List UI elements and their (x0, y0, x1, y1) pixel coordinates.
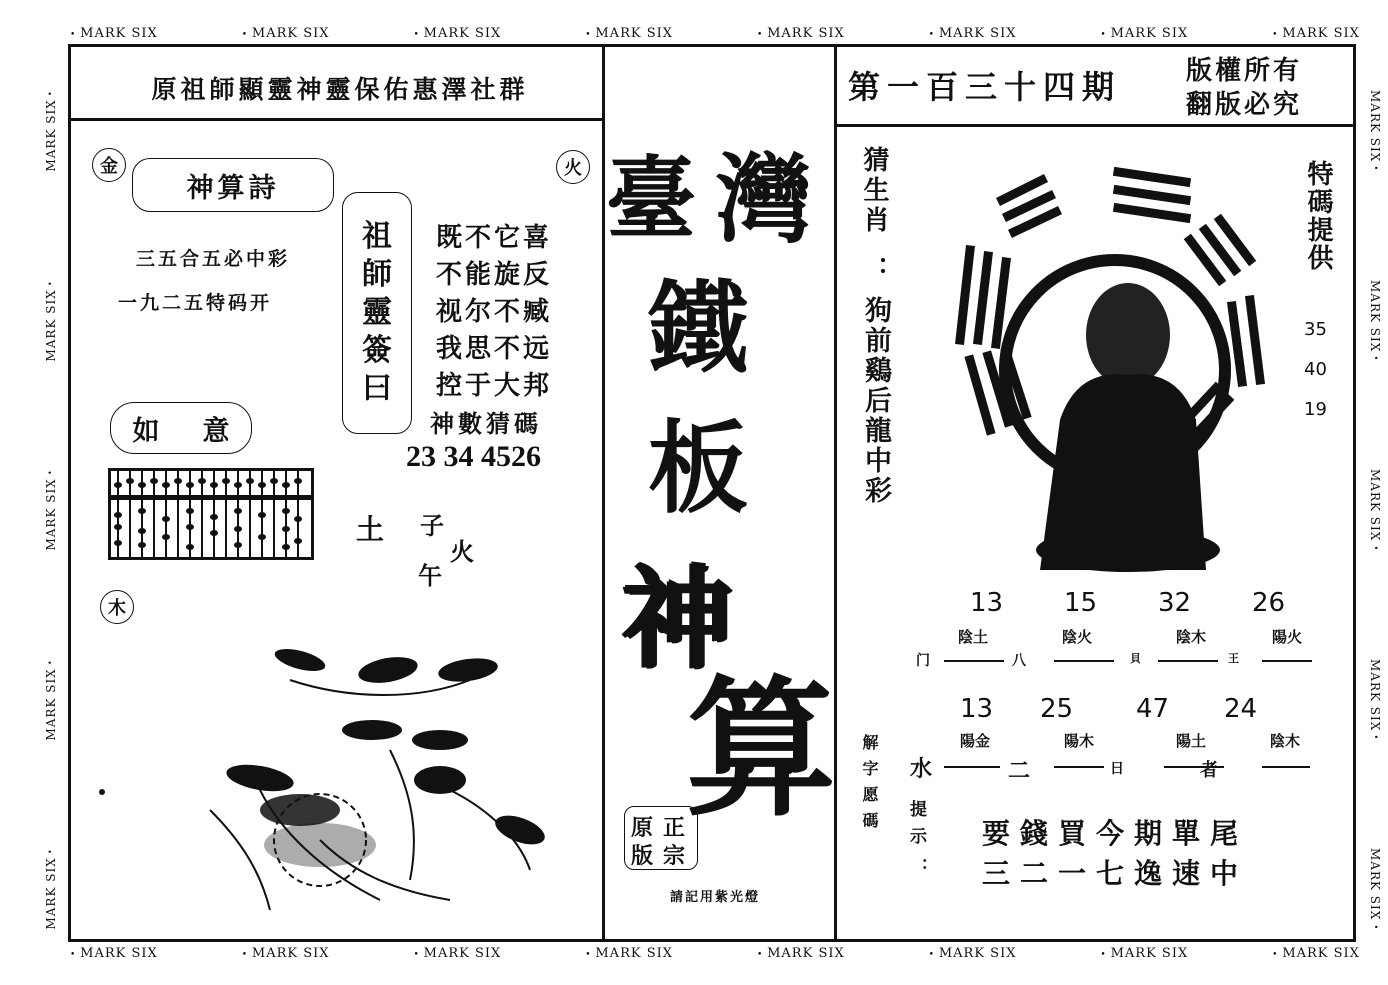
watermark-text: • MARK SIX (413, 946, 501, 962)
row1-attr: 陰火 (1062, 628, 1093, 646)
poem-line-2: 一九二五特码开 (118, 292, 273, 314)
title-char-tie: 鐵 (648, 269, 748, 387)
copyright-notice (1186, 54, 1302, 122)
tip-line-1: 要錢買今期單尾 (982, 817, 1249, 850)
zodiac-label: 猜生肖 (859, 146, 889, 236)
watermark-text: • MARK SIX (70, 26, 158, 42)
divider-right-header (836, 124, 1356, 127)
element-wood-badge: 木 (100, 590, 134, 624)
issue-number: 第一百三十四期 (848, 68, 1122, 106)
lotus-illustration (90, 640, 570, 930)
oracle-char: 靈 (362, 295, 392, 330)
row1-line (1158, 660, 1218, 662)
watermark-text: • MARK SIX (242, 946, 330, 962)
row1-number: 32 (1158, 588, 1192, 618)
verse-line: 不能旋反 (436, 260, 553, 290)
hint-label: 提示 (906, 800, 926, 854)
authentic-stamp (624, 806, 698, 870)
stamp-char: 版 (631, 843, 654, 869)
ruyi-char: 意 (202, 415, 230, 447)
watermark-text: • MARK SIX (70, 946, 158, 962)
oracle-verse (436, 220, 552, 405)
watermark-text: • MARK SIX (929, 946, 1017, 962)
title-char-tai: 臺 (606, 146, 696, 252)
decode-label: 解字愿碼 (860, 734, 879, 838)
element-earth-char: 土 (356, 513, 385, 546)
verse-line: 视尔不臧 (436, 297, 553, 327)
row1-char: 貝 (1130, 652, 1141, 665)
row1-attr: 陰土 (958, 628, 989, 646)
row1-char: 王 (1228, 652, 1239, 665)
row2-number: 25 (1040, 694, 1074, 724)
watermark-text: MARK SIX • (1362, 90, 1382, 172)
watermark-text: • MARK SIX (929, 26, 1017, 42)
zodiac-colon: ： (859, 256, 889, 282)
hint-colon: ： (908, 858, 928, 875)
row1-attr: 陽火 (1272, 628, 1303, 646)
stamp-char: 原 (631, 815, 654, 841)
oracle-box (342, 192, 412, 434)
title-char-wan: 灣 (716, 143, 812, 256)
row2-line (944, 766, 1000, 768)
row2-char: 日 (1110, 761, 1124, 777)
branch-wu-char: 午 (418, 561, 442, 590)
copyright-line-1: 版權所有 (1186, 56, 1303, 86)
element-metal-badge: 金 (92, 148, 126, 182)
watermark-bottom-row (70, 946, 1360, 962)
oracle-char: 曰 (362, 371, 392, 406)
element-fire-char: 火 (450, 537, 474, 566)
row2-line (1262, 766, 1310, 768)
watermark-text: MARK SIX • (1362, 848, 1382, 930)
row1-line (1054, 660, 1114, 662)
poem-title: 神算詩 (132, 158, 334, 212)
row1-char: 八 (1012, 653, 1026, 669)
watermark-text: MARK SIX • (44, 848, 64, 930)
row2-attr: 陽金 (960, 732, 991, 750)
oracle-char: 祖 (362, 219, 392, 254)
watermark-text: • MARK SIX (242, 26, 330, 42)
watermark-text: MARK SIX • (44, 469, 64, 551)
row2-number: 47 (1136, 694, 1170, 724)
verse-line: 控于大邦 (436, 371, 553, 401)
copyright-line-2: 翻版必究 (1186, 90, 1303, 120)
row2-line (1054, 766, 1104, 768)
special-number: 40 (1304, 359, 1327, 380)
special-number: 19 (1304, 399, 1327, 420)
verse-line: 既不它喜 (436, 223, 553, 253)
watermark-left-column (44, 90, 64, 930)
watermark-right-column (1362, 90, 1382, 930)
abacus-illustration (108, 468, 314, 560)
watermark-text: MARK SIX • (1362, 469, 1382, 551)
ruyi-badge (110, 402, 252, 454)
watermark-text: MARK SIX • (44, 280, 64, 362)
watermark-text: • MARK SIX (413, 26, 501, 42)
row2-char: 水 (910, 756, 933, 782)
watermark-top-row (70, 26, 1360, 42)
row2-attr: 陽木 (1064, 732, 1095, 750)
verse-line: 我思不远 (436, 334, 553, 364)
title-char-shen: 神 (622, 553, 732, 682)
watermark-text: • MARK SIX (757, 26, 845, 42)
zodiac-text: 狗前鷄后龍中彩 (860, 296, 891, 506)
row2-char: 二 (1008, 758, 1031, 784)
watermark-text: MARK SIX • (44, 659, 64, 741)
poem-line-1: 三五合五必中彩 (136, 248, 291, 270)
title-char-suan: 算 (686, 661, 837, 837)
stamp-char: 正 (663, 815, 686, 841)
special-numbers (1304, 310, 1327, 430)
branch-zi-char: 子 (420, 511, 444, 540)
row2-number: 13 (960, 694, 994, 724)
watermark-text: • MARK SIX (1272, 26, 1360, 42)
watermark-text: MARK SIX • (44, 90, 64, 172)
title-char-ban: 板 (648, 409, 748, 527)
uv-light-note: 請記用紫光燈 (670, 890, 761, 905)
oracle-char: 簽 (362, 333, 392, 368)
left-header-blessing: 原祖師顯靈神靈保佑惠澤社群 (151, 75, 529, 104)
guess-numbers: 23 34 4526 (406, 440, 541, 473)
element-fire-badge: 火 (556, 150, 590, 184)
watermark-text: • MARK SIX (757, 946, 845, 962)
special-number: 35 (1304, 319, 1327, 340)
guess-numbers-label: 神數猜碼 (430, 409, 542, 438)
abacus-icon (111, 471, 311, 557)
oracle-char: 師 (362, 257, 392, 292)
row2-attr: 陰木 (1270, 732, 1301, 750)
row1-line (1262, 660, 1312, 662)
row1-number: 15 (1064, 588, 1098, 618)
row1-number: 26 (1252, 588, 1286, 618)
row2-char: 者 (1200, 760, 1218, 781)
watermark-text: • MARK SIX (1100, 946, 1188, 962)
stamp-char: 宗 (663, 843, 686, 869)
bagua-deity-illustration (950, 160, 1280, 580)
watermark-text: • MARK SIX (1272, 946, 1360, 962)
row1-line (944, 660, 1004, 662)
row2-attr: 陽土 (1176, 732, 1207, 750)
watermark-text: • MARK SIX (585, 26, 673, 42)
watermark-text: • MARK SIX (585, 946, 673, 962)
tip-line-2: 三二一七逸速中 (982, 857, 1249, 890)
row1-number: 13 (970, 588, 1004, 618)
row1-char: 门 (916, 653, 930, 669)
special-number-label: 特碼提供 (1303, 160, 1333, 272)
row2-number: 24 (1224, 694, 1258, 724)
watermark-text: MARK SIX • (1362, 280, 1382, 362)
divider-left-middle (602, 44, 605, 942)
divider-left-header (68, 118, 604, 121)
watermark-text: • MARK SIX (1100, 26, 1188, 42)
ruyi-char: 如 (132, 415, 160, 447)
watermark-text: MARK SIX • (1362, 659, 1382, 741)
row1-attr: 陰木 (1176, 628, 1207, 646)
